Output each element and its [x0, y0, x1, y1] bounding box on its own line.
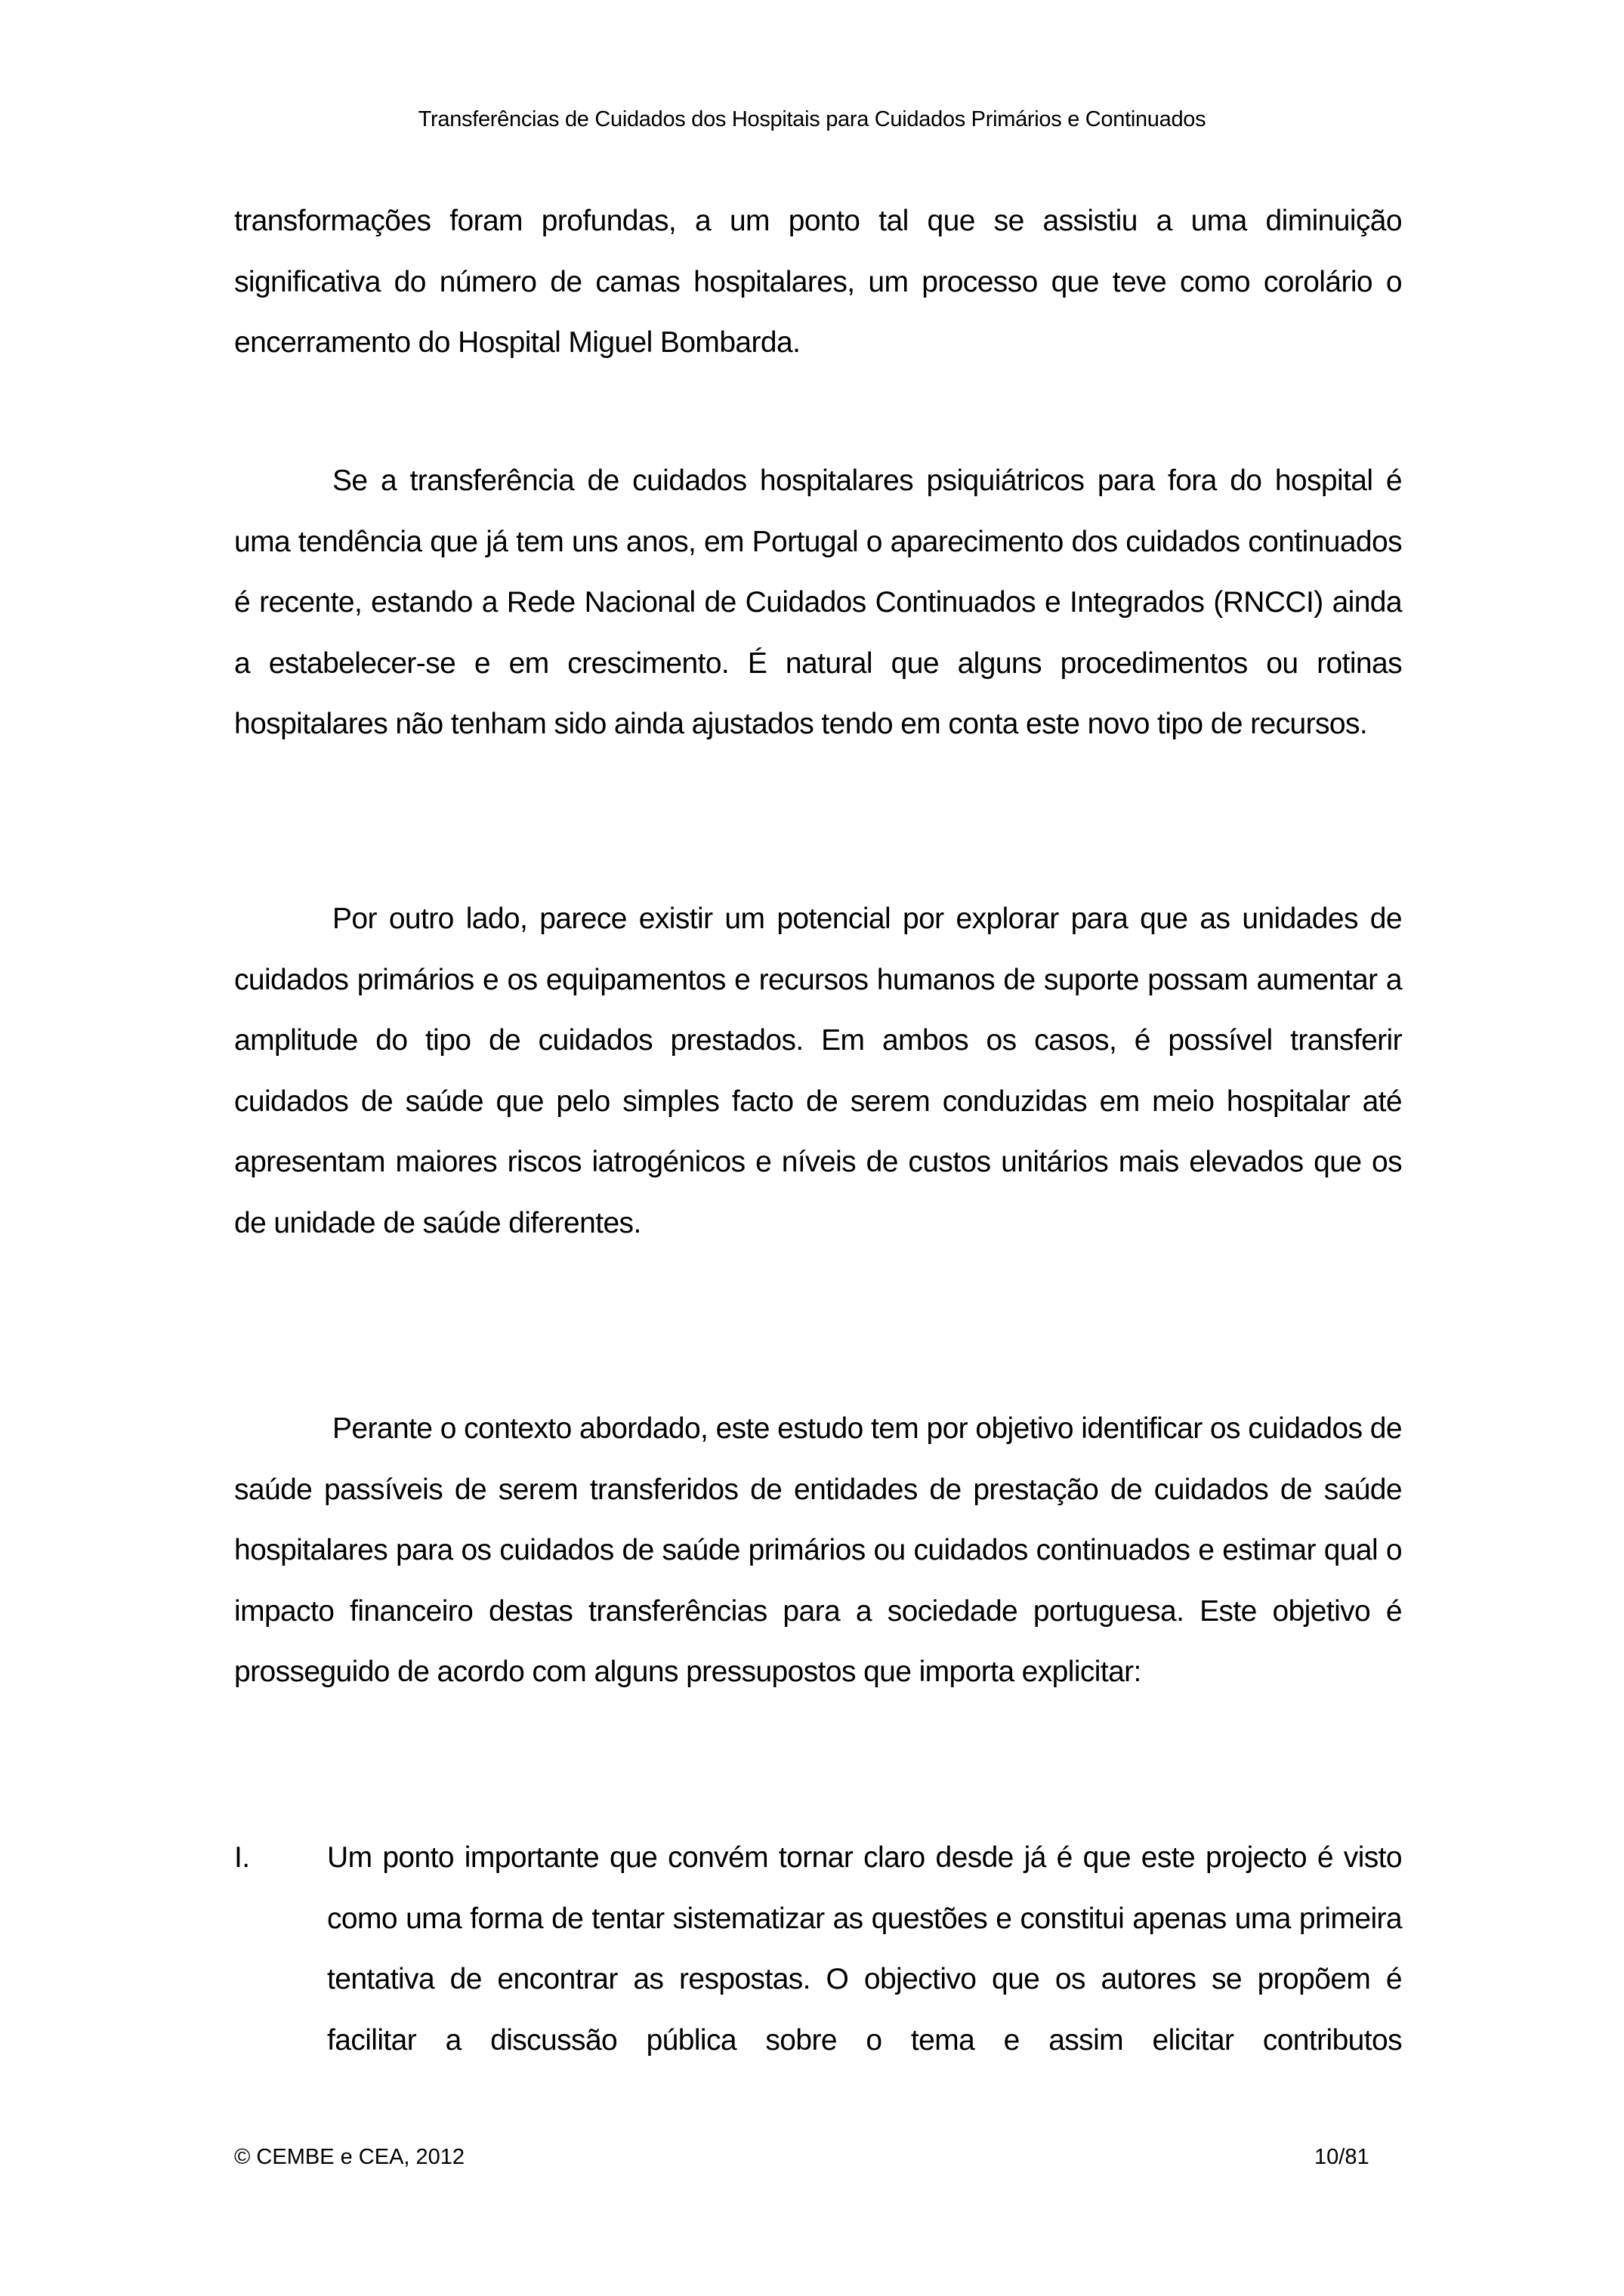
assumptions-list [234, 1828, 1402, 2071]
list-marker: I. [234, 1841, 250, 1874]
paragraph-text: transformações foram profundas, a um ponto tal que se assistiu a uma diminuição significativa do número de camas hospitalares, um processo que teve como corolário o encerramento do Hospital Miguel Bombarda. [234, 205, 1402, 359]
paragraph-1 [234, 191, 1402, 374]
running-header: Transferências de Cuidados dos Hospitais para Cuidados Primários e Continuados [418, 107, 1206, 131]
list-item [234, 1828, 1402, 2071]
list-item-text: Um ponto importante que convém tornar claro desde já é que este projecto é visto como uma forma de tentar sistematizar as questões e constitui apenas uma primeira tentativa de encontrar as respostas. O objectivo que os autores se propõem é facilitar a discussão pública sobre o tema e assim elicitar contributos [327, 1841, 1402, 2057]
footer-copyright: © CEMBE e CEA, 2012 [234, 2145, 465, 2169]
footer-page-number: 10/81 [1314, 2145, 1369, 2169]
paragraph-2 [234, 451, 1402, 755]
paragraph-3 [234, 889, 1402, 1254]
paragraph-4 [234, 1399, 1402, 1703]
paragraph-text: Se a transferência de cuidados hospitalares psiquiátricos para fora do hospital é uma tendência que já tem uns anos, em Portugal o aparecimento dos cuidados continuados é recente, estando a Rede Nacional de Cuidados Continuados e Integrados (RNCCI) ainda a estabelecer-se e em crescimento. É natural que alguns procedimentos ou rotinas hospitalares não tenham sido ainda ajustados tendo em conta este novo tipo de recursos. [234, 464, 1402, 740]
paragraph-text: Por outro lado, parece existir um potencial por explorar para que as unidades de cuidados primários e os equipamentos e recursos humanos de suporte possam aumentar a amplitude do tipo de cuidados prestados. Em ambos os casos, é possível transferir cuidados de saúde que pelo simples facto de serem conduzidas em meio hospitalar até apresentam maiores riscos iatrogénicos e níveis de custos unitários mais elevados que os de unidade de saúde diferentes. [234, 903, 1402, 1239]
paragraph-text: Perante o contexto abordado, este estudo tem por objetivo identificar os cuidados de saúde passíveis de serem transferidos de entidades de prestação de cuidados de saúde hospitalares para os cuidados de saúde primários ou cuidados continuados e estimar qual o impacto financeiro destas transferências para a sociedade portuguesa. Este objetivo é prosseguido de acordo com alguns pressupostos que importa explicitar: [234, 1412, 1402, 1688]
